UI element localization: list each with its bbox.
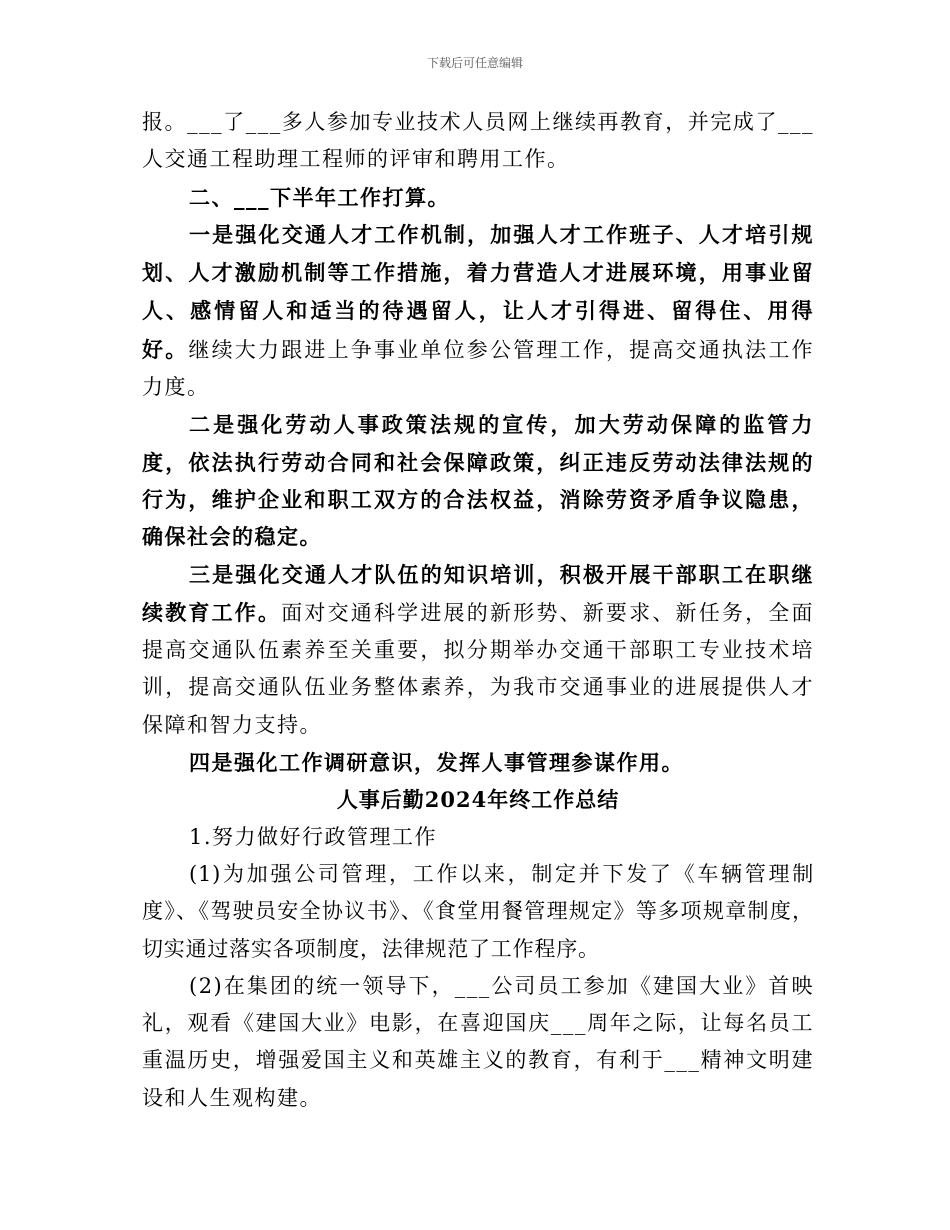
paragraph-sub-2: (2)在集团的统一领导下，___公司员工参加《建国大业》首映礼，观看《建国大业》电影，在喜迎国庆___周年之际，让每名员工重温历史，增强爱国主义和英雄主义的教育，有利于___精神文明建设和人生观构建。 xyxy=(142,973,814,1110)
paragraph-item-3-rest: 面对交通科学进展的新形势、新要求、新任务，全面提高交通队伍素养至关重要，拟分期举办交通干部职工专业技术培训，提高交通队伍业务整体素养，为我市交通事业的进展提供人才保障和智力支持。 xyxy=(142,600,815,737)
paragraph-item-1 xyxy=(142,216,814,406)
paragraph-item-4: 四是强化工作调研意识，发挥人事管理参谋作用。 xyxy=(189,750,684,776)
paragraph-continuation: 报。___了___多人参加专业技术人员网上继续再教育，并完成了___人交通工程助理工程师的评审和聘用工作。 xyxy=(142,110,814,172)
document-title: 人事后勤2024年终工作总结 xyxy=(336,787,620,813)
page-header: 下载后可任意编辑 xyxy=(426,56,523,70)
paragraph-item-1-rest: 继续大力跟进上争事业单位参公管理工作，提高交通执法工作力度。 xyxy=(142,337,815,400)
paragraph-item-1-lead: 一是强化交通人才工作机制，加强人才工作班子、人才培引规划、人才激励机制等工作措施，着力营造人才进展环境，用事业留人、感情留人和适当的待遇留人，让人才引得进、留得住、用得好。 xyxy=(142,221,814,362)
paragraph-sub-1: (1)为加强公司管理，工作以来，制定并下发了《车辆管理制度》、《驾驶员安全协议书》、《食堂用餐管理规定》等多项规章制度，切实通过落实各项制度，法律规范了工作程序。 xyxy=(142,861,814,961)
section-heading-plan: 二、___下半年工作打算。 xyxy=(189,184,450,210)
subsection-heading: 1.努力做好行政管理工作 xyxy=(189,824,438,849)
paragraph-item-2: 二是强化劳动人事政策法规的宣传，加大劳动保障的监管力度，依法执行劳动合同和社会保障政策，纠正违反劳动法律法规的行为，维护企业和职工双方的合法权益，消除劳资矛盾争议隐患，确保社会的稳定。 xyxy=(142,412,814,550)
document-body xyxy=(142,104,814,1117)
paragraph-item-3 xyxy=(142,556,814,744)
paragraph-item-3-lead: 三是强化交通人才队伍的知识培训，积极开展干部职工在职继续教育工作。 xyxy=(142,561,814,625)
